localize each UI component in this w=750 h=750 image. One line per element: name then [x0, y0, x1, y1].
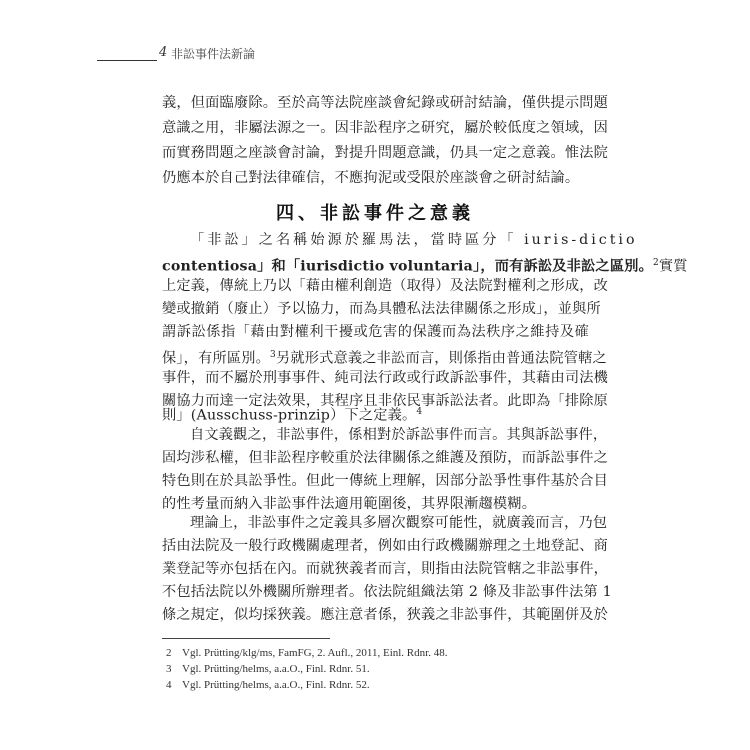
- footnote: [166, 679, 370, 691]
- body-line: 固均涉私權，但非訟程序較重於法律關係之維護及預防，而訴訟事件之: [162, 450, 609, 466]
- footnote-number: 2: [166, 647, 172, 659]
- body-line: [162, 252, 688, 275]
- body-line: 意識之用，非屬法源之一。因非訟程序之研究，屬於較低度之領域，因: [162, 120, 609, 136]
- body-line: 業登記等亦包括在內。而就狹義者而言，則指由法院管轄之非訟事件，: [162, 561, 609, 577]
- body-line: 的性考量而納入非訟事件法適用範圍後，其界限漸趨模糊。: [162, 496, 537, 512]
- body-line: 變或撤銷（廢止）予以協力，而為具體私法法律關係之形成」，並與所: [162, 301, 601, 317]
- section-heading: 四、非訟事件之意義: [276, 203, 474, 224]
- footnote-number: 4: [166, 679, 172, 691]
- running-head: [97, 43, 397, 65]
- text-run: 保」，有所區別。: [162, 350, 271, 367]
- page-number: 4: [159, 45, 168, 60]
- footnote-rule: [162, 638, 330, 639]
- text-run: 另就形式意義之非訟而言，則係指由普通法院管轄之: [275, 350, 607, 367]
- book-title: 非訟事件法新論: [171, 47, 256, 61]
- body-line: 仍應本於自己對法律確信，不應拘泥或受限於座談會之研討結論。: [162, 170, 580, 186]
- footnote: [166, 647, 447, 659]
- body-line: 括由法院及一般行政機關處理者，例如由行政機關辦理之土地登記、商: [162, 538, 609, 554]
- footnote-ref: 2: [652, 258, 659, 268]
- body-line: 義，但面臨廢除。至於高等法院座談會紀錄或研討結論，僅供提示問題: [162, 95, 609, 111]
- footnote-text: Vgl. Prütting/klg/ms, FamFG, 2. Aufl., 2011, Einl. Rdnr. 48.: [182, 647, 448, 659]
- body-line: 條之規定，似均採狹義。應注意者係，狹義之非訟事件，其範圍併及於: [162, 607, 609, 623]
- text-run: contentiosa」和「iurisdictio voluntaria」，而有訴訟及非訟之區別。: [162, 258, 653, 275]
- body-line: 自文義觀之，非訟事件，係相對於訴訟事件而言。其與訴訟事件，: [190, 427, 608, 443]
- body-line: 「非訟」之名稱始源於羅馬法，當時區分「 iuris-dictio: [190, 232, 638, 248]
- footnote-text: Vgl. Prütting/helms, a.a.O., Finl. Rdnr. 51.: [182, 663, 370, 675]
- body-line: 理論上，非訟事件之定義具多層次觀察可能性，就廣義而言，乃包: [190, 515, 608, 531]
- body-line: 關協力而達一定法效果，其程序且非依民事訴訟法者。此即為「排除原: [162, 393, 609, 409]
- body-line: 謂訴訟係指「藉由對權利干擾或危害的保護而為法秩序之維持及確: [162, 324, 589, 340]
- body-line: [162, 344, 607, 367]
- header-rule: [97, 60, 157, 61]
- body-line: 不包括法院以外機關所辦理者。依法院組織法第 2 條及非訟事件法第 1: [162, 584, 612, 600]
- text-run: 則」(Ausschuss-prinzip）下之定義。: [162, 407, 417, 424]
- footnote-text: Vgl. Prütting/helms, a.a.O., Finl. Rdnr. 52.: [182, 679, 370, 691]
- text-run: 實質: [658, 258, 688, 275]
- footnote: [166, 663, 370, 675]
- body-line: 事件，而不屬於刑事事件、純司法行政或行政訴訟事件，其藉由司法機: [162, 370, 609, 386]
- body-line: [162, 401, 589, 423]
- footnote-ref: 4: [416, 407, 423, 417]
- body-line: 上定義，傳統上乃以「藉由權利創造（取得）及法院對權利之形成，改: [162, 278, 609, 294]
- body-line: 特色則在於具訟爭性。但此一傳統上理解，因部分訟爭性事件基於合目: [162, 473, 609, 489]
- body-line: 而實務問題之座談會討論，對提升問題意識，仍具一定之意義。惟法院: [162, 145, 609, 161]
- footnote-ref: 3: [270, 350, 276, 360]
- footnote-number: 3: [166, 663, 172, 675]
